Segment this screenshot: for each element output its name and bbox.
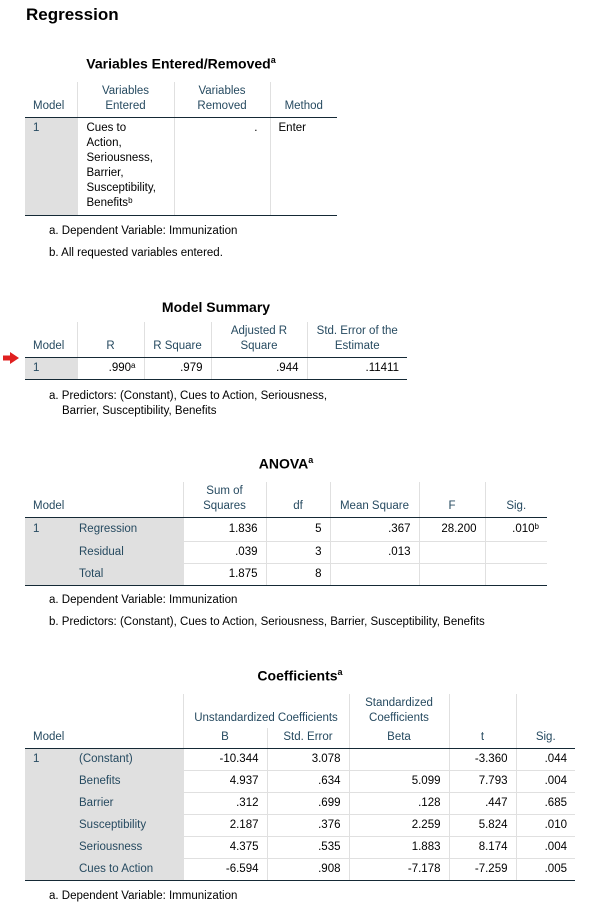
row-label-seriousness: Seriousness bbox=[73, 837, 183, 859]
cell-variables-entered: Cues to Action, Seriousness, Barrier, Susceptibility, Benefits$^b$ bbox=[77, 118, 174, 216]
col-header-t: t bbox=[449, 694, 516, 749]
cell-std-error-estimate: .11411 bbox=[307, 358, 407, 380]
col-header-b: B bbox=[183, 728, 267, 749]
model-summary-footnote-a: a. Predictors: (Constant), Cues to Action, Seriousness, bbox=[49, 390, 328, 402]
col-header-variables-entered: Variables Entered bbox=[77, 82, 174, 118]
col-header-adjusted-r-square: Adjusted R Square bbox=[211, 322, 307, 358]
row-label-constant: (Constant) bbox=[73, 749, 183, 771]
cell-adjusted-r-square: .944 bbox=[211, 358, 307, 380]
cell-t: -7.259 bbox=[449, 859, 516, 881]
anova-table bbox=[25, 482, 547, 586]
cell-sum-of-squares: .039 bbox=[183, 542, 266, 564]
cell-variables-removed: . bbox=[174, 118, 270, 216]
cell-b: .312 bbox=[183, 793, 267, 815]
col-header-sig: Sig. bbox=[485, 482, 547, 518]
col-header-r-square: R Square bbox=[144, 322, 211, 358]
anova-footnote-a: a. Dependent Variable: Immunization bbox=[49, 594, 238, 606]
cell-std-error: .634 bbox=[267, 771, 349, 793]
cell-b: -6.594 bbox=[183, 859, 267, 881]
cell-method: Enter bbox=[270, 118, 337, 216]
cell-sig: .005 bbox=[516, 859, 575, 881]
row-label-barrier: Barrier bbox=[73, 793, 183, 815]
cell-std-error: .535 bbox=[267, 837, 349, 859]
cell-sig: .004 bbox=[516, 771, 575, 793]
cell-df: 5 bbox=[266, 518, 330, 542]
col-header-model: Model bbox=[25, 322, 77, 358]
col-header-std-error-estimate: Std. Error of the Estimate bbox=[307, 322, 407, 358]
col-header-sum-of-squares: Sum of Squares bbox=[183, 482, 266, 518]
coefficients-title: Coefficients$^a$ bbox=[257, 667, 343, 684]
col-header-unstandardized-coefficients: Unstandardized Coefficients bbox=[183, 694, 349, 728]
cell-sig bbox=[485, 542, 547, 564]
anova-title: ANOVA$^a$ bbox=[258, 455, 314, 472]
row-label-total: Total bbox=[73, 564, 183, 586]
cell-r: .990$^a$ bbox=[77, 358, 144, 380]
cell-t: 7.793 bbox=[449, 771, 516, 793]
cell-f bbox=[419, 564, 485, 586]
variables-entered-footnote-b: b. All requested variables entered. bbox=[49, 247, 223, 259]
cell-t: .447 bbox=[449, 793, 516, 815]
page-title: Regression bbox=[26, 5, 119, 24]
row-label-regression: Regression bbox=[73, 518, 183, 542]
row-label-susceptibility: Susceptibility bbox=[73, 815, 183, 837]
variables-entered-title: Variables Entered/Removed$^a$ bbox=[86, 55, 276, 72]
col-header-f: F bbox=[419, 482, 485, 518]
col-header-model: Model bbox=[25, 482, 73, 518]
cell-std-error: .908 bbox=[267, 859, 349, 881]
cell-t: -3.360 bbox=[449, 749, 516, 771]
cell-mean-square: .013 bbox=[330, 542, 419, 564]
coefficients-footnote-a: a. Dependent Variable: Immunization bbox=[49, 890, 238, 902]
model-summary-footnote-a-cont: Barrier, Susceptibility, Benefits bbox=[62, 405, 217, 417]
col-header-df: df bbox=[266, 482, 330, 518]
cell-f: 28.200 bbox=[419, 518, 485, 542]
row-label-cues-to-action: Cues to Action bbox=[73, 859, 183, 881]
anova-footnote-b: b. Predictors: (Constant), Cues to Action, Seriousness, Barrier, Susceptibility, Benefits bbox=[49, 616, 485, 628]
variables-entered-footnote-a: a. Dependent Variable: Immunization bbox=[49, 225, 238, 237]
cell-beta: 2.259 bbox=[349, 815, 449, 837]
red-arrow-icon bbox=[3, 352, 19, 364]
col-header-model: Model bbox=[25, 82, 77, 118]
row-label-residual: Residual bbox=[73, 542, 183, 564]
cell-std-error: 3.078 bbox=[267, 749, 349, 771]
cell-t: 5.824 bbox=[449, 815, 516, 837]
cell-sig: .010$^b$ bbox=[485, 518, 547, 542]
cell-b: -10.344 bbox=[183, 749, 267, 771]
col-header-beta: Beta bbox=[349, 728, 449, 749]
cell-mean-square bbox=[330, 564, 419, 586]
row-model-1: 1 bbox=[25, 518, 73, 586]
cell-beta: -7.178 bbox=[349, 859, 449, 881]
cell-b: 4.937 bbox=[183, 771, 267, 793]
col-header-method: Method bbox=[270, 82, 337, 118]
cell-r-square: .979 bbox=[144, 358, 211, 380]
col-header-mean-square: Mean Square bbox=[330, 482, 419, 518]
cell-sig: .685 bbox=[516, 793, 575, 815]
cell-mean-square: .367 bbox=[330, 518, 419, 542]
cell-sig: .044 bbox=[516, 749, 575, 771]
model-summary-title: Model Summary bbox=[161, 299, 271, 315]
row-model-1: 1 bbox=[25, 358, 77, 380]
cell-beta bbox=[349, 749, 449, 771]
col-header-r: R bbox=[77, 322, 144, 358]
cell-t: 8.174 bbox=[449, 837, 516, 859]
cell-df: 8 bbox=[266, 564, 330, 586]
cell-f bbox=[419, 542, 485, 564]
cell-beta: 5.099 bbox=[349, 771, 449, 793]
col-header-variables-removed: Variables Removed bbox=[174, 82, 270, 118]
col-header-sig: Sig. bbox=[516, 694, 575, 749]
col-header-model: Model bbox=[25, 694, 73, 749]
cell-sum-of-squares: 1.836 bbox=[183, 518, 266, 542]
cell-std-error: .376 bbox=[267, 815, 349, 837]
row-label-benefits: Benefits bbox=[73, 771, 183, 793]
col-header-std-error: Std. Error bbox=[267, 728, 349, 749]
cell-b: 2.187 bbox=[183, 815, 267, 837]
col-header-standardized-coefficients: Standardized Coefficients bbox=[349, 694, 449, 728]
col-header-row-label bbox=[73, 694, 183, 749]
cell-sum-of-squares: 1.875 bbox=[183, 564, 266, 586]
model-summary-table bbox=[25, 322, 407, 380]
cell-sig bbox=[485, 564, 547, 586]
cell-sig: .010 bbox=[516, 815, 575, 837]
cell-df: 3 bbox=[266, 542, 330, 564]
col-header-row-label bbox=[73, 482, 183, 518]
row-model-1: 1 bbox=[25, 749, 73, 881]
cell-std-error: .699 bbox=[267, 793, 349, 815]
cell-beta: .128 bbox=[349, 793, 449, 815]
cell-sig: .004 bbox=[516, 837, 575, 859]
variables-entered-table bbox=[25, 82, 337, 216]
row-model-1: 1 bbox=[25, 118, 77, 216]
coefficients-table bbox=[25, 694, 575, 881]
cell-beta: 1.883 bbox=[349, 837, 449, 859]
cell-b: 4.375 bbox=[183, 837, 267, 859]
